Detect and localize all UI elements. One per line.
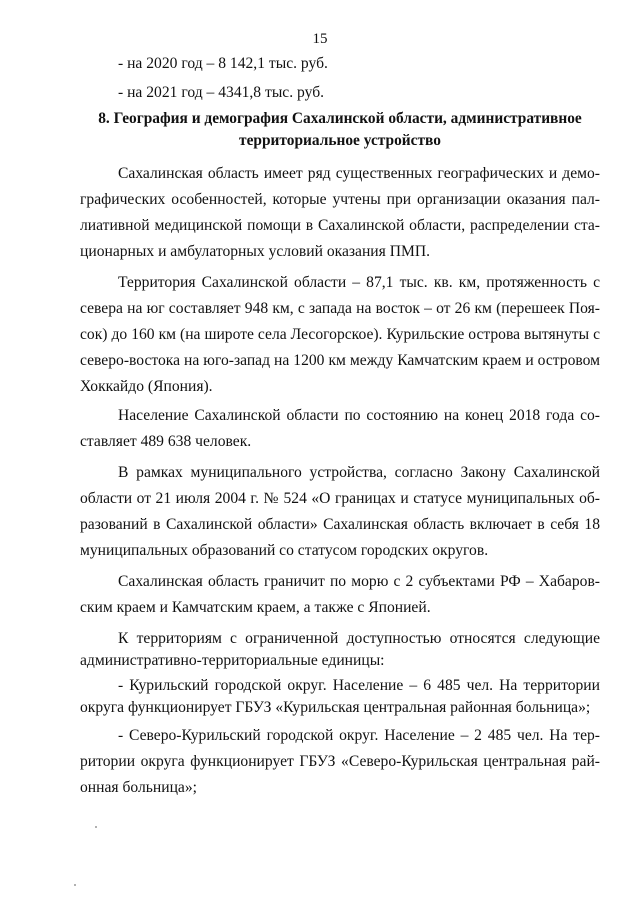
page-number: 15 <box>312 31 328 47</box>
paragraph-line: К территориям с ограниченной доступностью относятся следующие <box>118 630 600 647</box>
section-heading-line: 8. География и демография Сахалинской области, административное <box>98 110 582 127</box>
paragraph-line: Территория Сахалинской области – 87,1 тыс. кв. км, протяженность с <box>118 274 600 291</box>
paragraph-line: В рамках муниципального устройства, согласно Закону Сахалинской <box>118 464 600 481</box>
paragraph-line: ритории округа функционирует ГБУЗ «Северо-Курильская центральная рай- <box>80 753 600 770</box>
paragraph-line: - Северо-Курильский городской округ. Население – 2 485 чел. На тер- <box>118 727 600 744</box>
paragraph-line: - Курильский городской округ. Население – 6 485 чел. На территории <box>118 677 600 694</box>
list-item: - на 2021 год – 4341,8 тыс. руб. <box>118 84 325 101</box>
paragraph-line: муниципальных образований со статусом городских округов. <box>80 542 489 559</box>
paragraph-line: Хоккайдо (Япония). <box>80 378 213 395</box>
paragraph-line: округа функционирует ГБУЗ «Курильская центральная районная больница»; <box>80 699 591 716</box>
paragraph-line: ским краем и Камчатским краем, а также с Японией. <box>80 599 431 616</box>
paragraph-line: административно-территориальные единицы: <box>80 652 385 669</box>
scan-speck <box>74 884 76 886</box>
section-heading-line: территориальное устройство <box>239 132 441 149</box>
paragraph-line: севера на юг составляет 948 км, с запада на восток – от 26 км (перешеек Поя- <box>80 300 600 317</box>
paragraph-line: области от 21 июля 2004 г. № 524 «О границах и статусе муниципальных об- <box>80 490 600 507</box>
paragraph-line: ставляет 489 638 человек. <box>80 433 252 450</box>
scan-speck <box>95 826 97 828</box>
paragraph-line: ционарных и амбулаторных условий оказания ПМП. <box>80 243 431 260</box>
paragraph-line: Сахалинская область граничит по морю с 2 субъектами РФ – Хабаров- <box>118 573 600 590</box>
paragraph-line: северо-востока на юго-запад на 1200 км между Камчатским краем и островом <box>80 352 600 369</box>
paragraph-line: графических особенностей, которые учтены при организации оказания пал- <box>80 191 600 208</box>
paragraph-line: Сахалинская область имеет ряд существенных географических и демо- <box>118 165 600 182</box>
paragraph-line: Население Сахалинской области по состоянию на конец 2018 года со- <box>118 407 600 424</box>
paragraph-line: разований в Сахалинской области» Сахалинская область включает в себя 18 <box>80 516 600 533</box>
paragraph-line: онная больница»; <box>80 779 197 796</box>
list-item: - на 2020 год – 8 142,1 тыс. руб. <box>118 55 328 72</box>
paragraph-line: лиативной медицинской помощи в Сахалинской области, распределении ста- <box>80 217 600 234</box>
paragraph-line: сок) до 160 км (на широте села Лесогорское). Курильские острова вытянуты с <box>80 326 600 343</box>
